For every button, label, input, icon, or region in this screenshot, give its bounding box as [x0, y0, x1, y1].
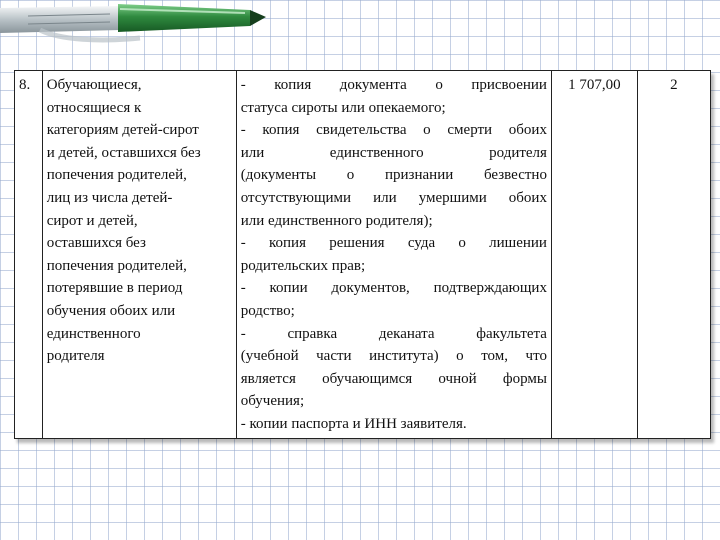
document-line: отсутствующими или умершими обоих — [240, 189, 547, 206]
category-line: Обучающиеся, — [46, 77, 142, 93]
category-cell — [42, 71, 236, 439]
document-line: или единственного родителя); — [240, 212, 433, 229]
category-line: родителя — [46, 348, 105, 365]
document-line: является обучающимся очной формы — [240, 370, 547, 387]
category-line: сирот и детей, — [46, 212, 138, 229]
document-line: - копия документа о присвоении — [240, 77, 547, 93]
category-line: попечения родителей, — [46, 257, 187, 274]
document-line: (учебной части института) о том, что — [240, 348, 547, 365]
document-line: родительских прав; — [240, 257, 366, 274]
pen-decoration — [0, 0, 270, 50]
document-line: - копия решения суда о лишении — [240, 235, 547, 252]
document-line: (документы о признании безвестно — [240, 167, 547, 184]
documents-cell — [236, 71, 551, 439]
document-line: обучения; — [240, 393, 305, 410]
category-line: и детей, оставшихся без — [46, 144, 201, 161]
category-line: относящиеся к — [46, 99, 142, 116]
document-line: - справка деканата факультета — [240, 325, 547, 342]
benefit-table — [14, 70, 711, 439]
document-line: - копии документов, подтверждающих — [240, 280, 547, 297]
category-line: единственного — [46, 325, 141, 342]
document-line: - копия свидетельства о смерти обоих — [240, 122, 547, 139]
document-line: - копии паспорта и ИНН заявителя. — [240, 415, 467, 432]
category-line: обучения обоих или — [46, 302, 176, 319]
row-number: 8. — [15, 71, 43, 439]
amount-cell: 1 707,00 — [551, 71, 637, 439]
category-line: потерявшие в период — [46, 280, 183, 297]
category-line: лиц из числа детей- — [46, 189, 173, 206]
table-row — [15, 71, 711, 439]
category-line: категориям детей-сирот — [46, 122, 199, 139]
count-cell: 2 — [637, 71, 710, 439]
document-line: или единственного родителя — [240, 144, 547, 161]
category-line: оставшихся без — [46, 235, 146, 252]
document-line: родство; — [240, 302, 295, 319]
category-line: попечения родителей, — [46, 167, 187, 184]
document-line: статуса сироты или опекаемого; — [240, 99, 446, 116]
